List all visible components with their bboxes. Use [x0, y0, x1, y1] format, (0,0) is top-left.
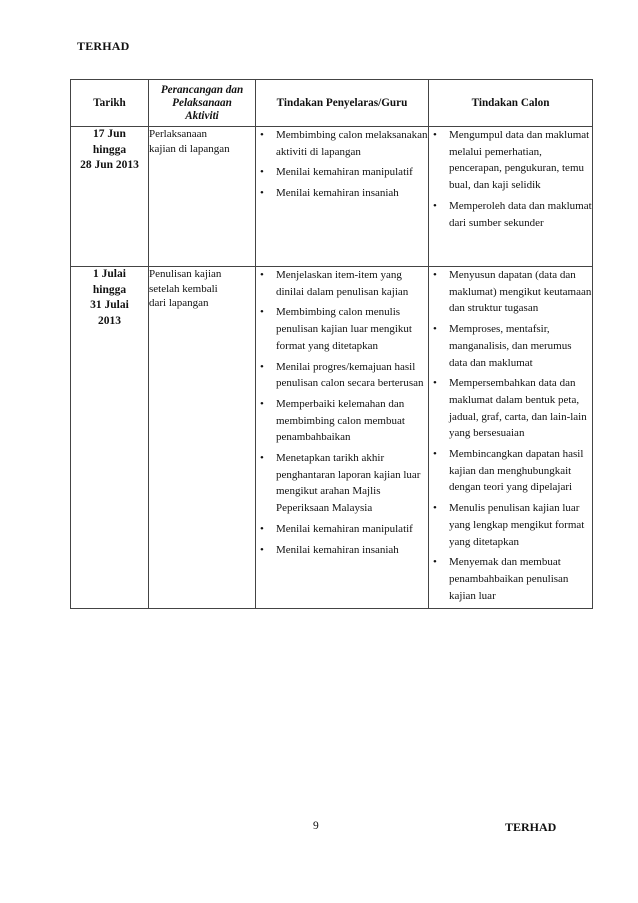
list-item: • Menilai kemahiran manipulatif [256, 164, 428, 181]
column-header-plan-line: Aktiviti [185, 109, 219, 122]
list-item: • Mempersembahkan data dan maklumat dalam bentuk peta, jadual, graf, carta, dan lain-lain yang bersesuaian [429, 375, 592, 442]
date-line: 17 Jun [93, 128, 126, 140]
list-item: • Menilai kemahiran insaniah [256, 542, 428, 559]
list-item: • Memproses, mentafsir, manganalisis, dan merumus data dan maklumat [429, 321, 592, 371]
list-item: • Membimbing calon menulis penulisan kajian luar mengikut format yang ditetapkan [256, 304, 428, 354]
coordinator-actions-cell [256, 127, 429, 267]
list-item: • Menilai kemahiran insaniah [256, 185, 428, 202]
table-header-row [71, 80, 593, 127]
coordinator-actions-list [256, 267, 428, 558]
date-line: hingga [92, 143, 127, 156]
column-header-date: Tarikh [71, 80, 149, 127]
column-header-plan-line: Perancangan dan [160, 83, 244, 96]
list-item: • Membincangkan dapatan hasil kajian dan menghubungkait dengan teori yang dipelajari [429, 446, 592, 496]
candidate-actions-list [429, 267, 592, 604]
list-item: • Menulis penulisan kajian luar yang lengkap mengikut format yang ditetapkan [429, 500, 592, 550]
list-item: • Menjelaskan item-item yang dinilai dalam penulisan kajian [256, 267, 428, 300]
candidate-actions-cell [429, 267, 593, 609]
plan-line: dari lapangan [149, 297, 209, 309]
list-item: • Mengumpul data dan maklumat melalui pemerhatian, pencerapan, pengukuran, temu bual, dan kaji selidik [429, 127, 592, 194]
table-row [71, 267, 593, 609]
date-line: 31 Julai [90, 299, 129, 311]
plan-line: kajian di lapangan [149, 142, 230, 155]
footer-classification-label: TERHAD [505, 820, 557, 834]
column-header-plan-line: Pelaksanaan [172, 96, 232, 109]
list-item: • Menyusun dapatan (data dan maklumat) mengikut keutamaan dan struktur tugasan [429, 267, 592, 317]
list-item: • Menilai progres/kemajuan hasil penulisan calon secara berterusan [256, 359, 428, 392]
table-row [71, 127, 593, 267]
plan-line: Perlaksanaan [149, 128, 208, 140]
column-header-plan [149, 80, 256, 127]
plan-line: setelah kembali [149, 282, 218, 295]
plan-line: Penulisan kajian [149, 268, 222, 280]
coordinator-actions-list [256, 127, 428, 202]
header-classification-label: TERHAD [77, 39, 130, 53]
list-item: • Menyemak dan membuat penambahbaikan penulisan kajian luar [429, 554, 592, 604]
column-header-coordinator: Tindakan Penyelaras/Guru [256, 80, 429, 127]
list-item: • Membimbing calon melaksanakan aktiviti di lapangan [256, 127, 428, 160]
date-line: 28 Jun 2013 [80, 159, 139, 171]
date-cell [71, 127, 149, 267]
coordinator-actions-cell [256, 267, 429, 609]
candidate-actions-list [429, 127, 592, 231]
list-item: • Memperoleh data dan maklumat dari sumber sekunder [429, 198, 592, 231]
list-item: • Menilai kemahiran manipulatif [256, 521, 428, 538]
list-item: • Menetapkan tarikh akhir penghantaran laporan kajian luar mengikut arahan Majlis Peperiksaan Malaysia [256, 450, 428, 517]
schedule-table [70, 79, 593, 609]
candidate-actions-cell [429, 127, 593, 267]
plan-cell [149, 127, 256, 267]
page-number: 9 [313, 820, 319, 832]
column-header-candidate: Tindakan Calon [429, 80, 593, 127]
date-cell [71, 267, 149, 609]
plan-cell [149, 267, 256, 609]
date-line: hingga [92, 283, 127, 296]
date-line: 2013 [98, 314, 121, 327]
list-item: • Memperbaiki kelemahan dan membimbing calon membuat penambahbaikan [256, 396, 428, 446]
date-line: 1 Julai [93, 268, 126, 280]
